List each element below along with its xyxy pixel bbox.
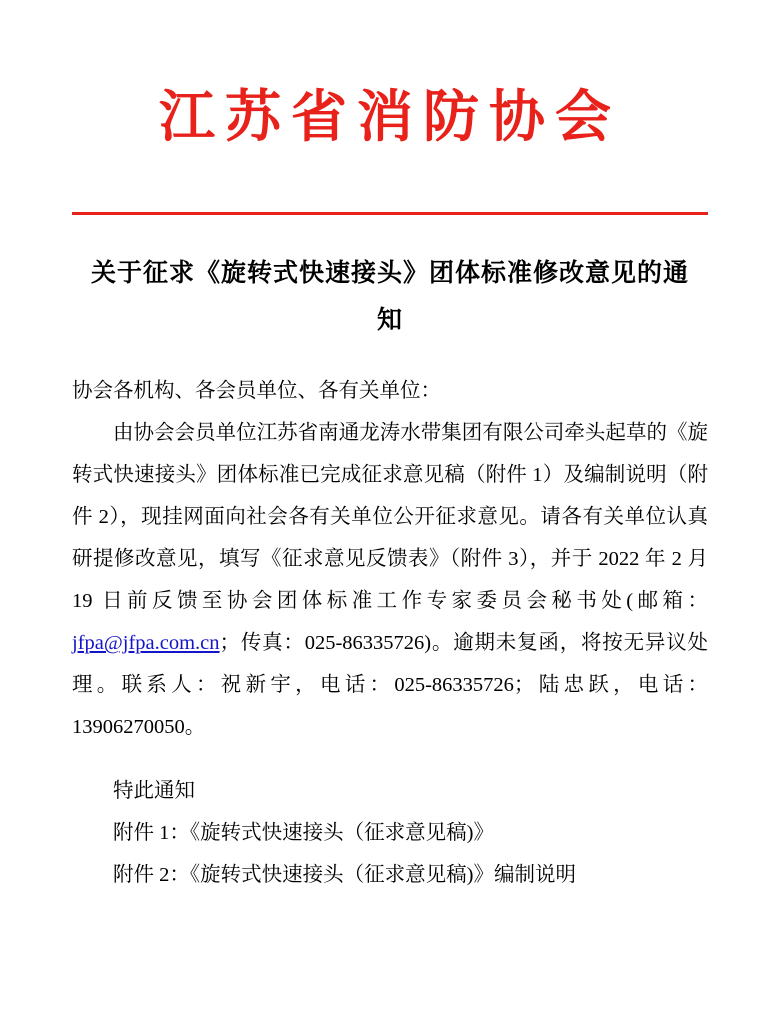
letterhead-divider xyxy=(72,212,708,215)
letterhead xyxy=(72,0,708,215)
closing-line: 特此通知 xyxy=(113,780,195,803)
main-paragraph xyxy=(72,412,708,748)
paragraph-text-before-email: 由协会会员单位江苏省南通龙涛水带集团有限公司牵头起草的《旋转式快速接头》团体标准已完成征求意见稿（附件 1）及编制说明（附件 2），现挂网面向社会各有关单位公开征求意见。请各有关单位认真研提修改意见，填写《征求意见反馈表》（附件 3），并于 2022 年 2 月 19 日前反馈至协会团体标准工作专家委员会秘书处(邮箱： xyxy=(72,421,708,612)
paragraph-text-after-email: ；传真：025-86335726)。逾期未复函，将按无异议处理。联系人：祝新宇，电话：025-86335726；陆忠跃，电话：13906270050。 xyxy=(72,631,708,739)
document-title: 关于征求《旋转式快速接头》团体标准修改意见的通知 xyxy=(90,260,689,334)
salutation: 协会各机构、各会员单位、各有关单位： xyxy=(72,379,441,402)
document-body xyxy=(72,370,708,896)
attachment-item-1: 附件 1：《旋转式快速接头（征求意见稿)》 xyxy=(113,822,494,845)
email-link[interactable]: jfpa@jfpa.com.cn xyxy=(72,631,220,654)
organization-name: 江苏省消防协会 xyxy=(159,87,621,149)
attachment-item-2: 附件 2：《旋转式快速接头（征求意见稿)》编制说明 xyxy=(113,864,576,887)
